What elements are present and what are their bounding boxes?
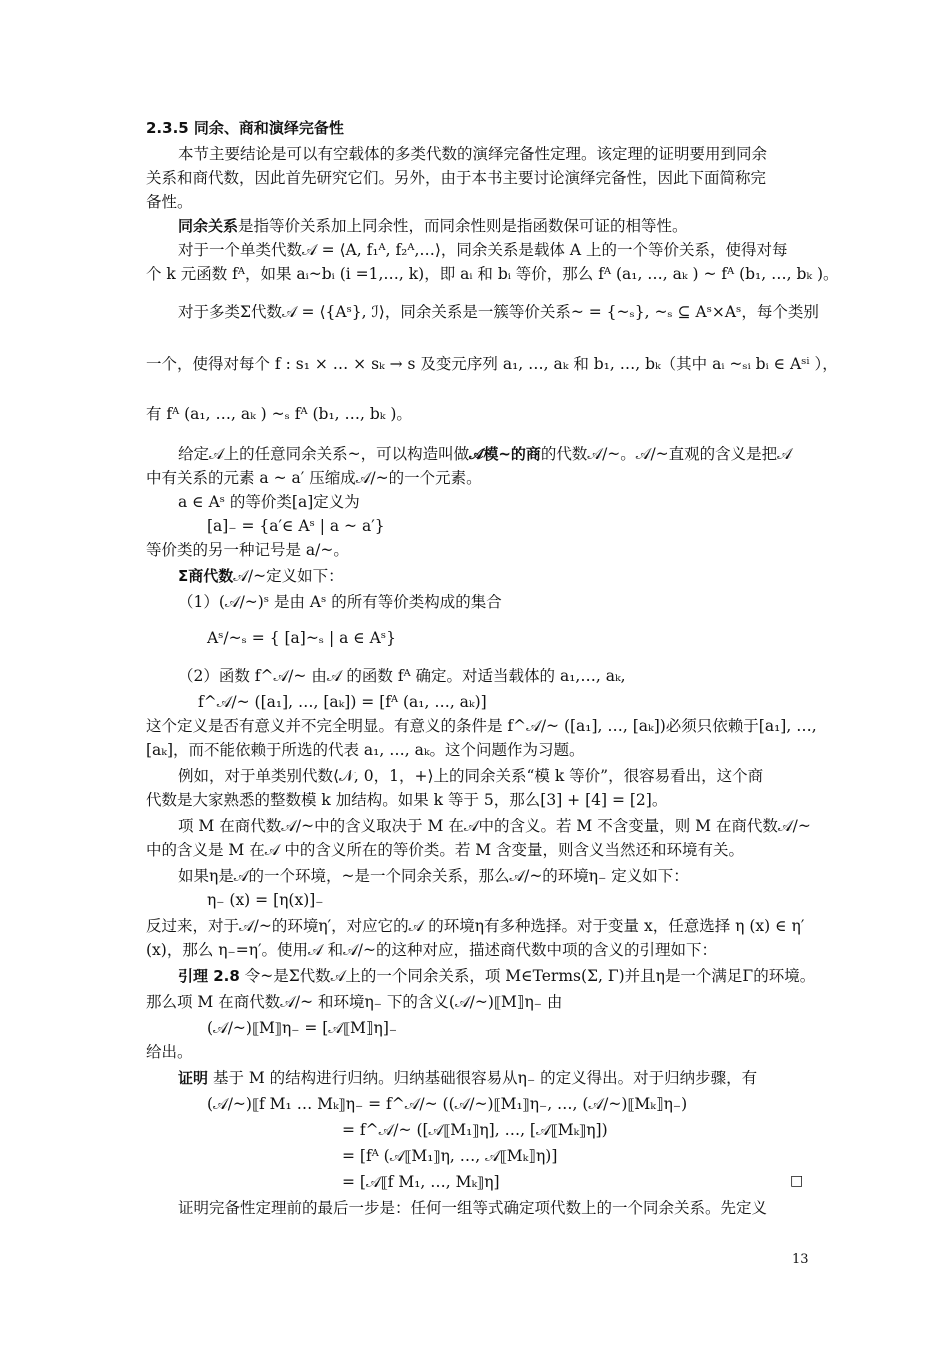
paragraph-line: 代数是大家熟悉的整数模 k 加结构。如果 k 等于 5，那么[3] + [4] = [2]。 — [146, 791, 668, 809]
paragraph-line: 关系和商代数，因此首先研究它们。另外，由于本书主要讨论演绎完备性，因此下面简称完 — [146, 169, 767, 187]
paragraph-line: 有 fᴬ (a₁, …, aₖ ) ~ₛ fᴬ (b₁, …, bₖ )。 — [146, 405, 412, 423]
paragraph-line: Σ商代数𝒜/~定义如下： — [178, 567, 344, 585]
paragraph-line: 同余关系是指等价关系加上同余性，而同余性则是指函数保可证的相等性。 — [178, 217, 688, 235]
term-label: 同余关系 — [178, 217, 239, 235]
formula-line: η₋ (x) = [η(x)]₋ — [207, 891, 324, 909]
paragraph-line: (x)，那么 η₋=η′。使用𝒜 和𝒜/~的这种对应，描述商代数中项的含义的引理如下： — [146, 941, 717, 959]
paragraph-line: 例如，对于单类别代数⟨𝒩, 0，1，+⟩上的同余关系“模 k 等价”，很容易看出，这个商 — [178, 767, 764, 785]
paragraph-line: [aₖ]，而不能依赖于所选的代表 a₁, …, aₖ。这个问题作为习题。 — [146, 741, 585, 759]
section-title: 2.3.5 同余、商和演绎完备性 — [146, 119, 344, 137]
formula-line: Aˢ/~ₛ = { [a]~ₛ | a ∈ Aˢ} — [207, 629, 396, 647]
paragraph-line: 给定𝒜上的任意同余关系~，可以构造叫做𝒜模~的商的代数𝒜/~。𝒜/~直观的含义是把𝒜 — [178, 445, 792, 463]
formula-line: = [𝒜⟦f M₁, …, Mₖ⟧η] — [342, 1173, 500, 1191]
formula-line: (𝒜/~)⟦f M₁ … Mₖ⟧η₋ = f^𝒜/~ ((𝒜/~)⟦M₁⟧η₋, …, (𝒜/~)⟦Mₖ⟧η₋) — [207, 1095, 688, 1113]
paragraph-line: a ∈ Aˢ 的等价类[a]定义为 — [178, 493, 360, 511]
paragraph-line: 个 k 元函数 fᴬ，如果 aᵢ~bᵢ (i =1,…, k)，即 aᵢ 和 bᵢ 等价，那么 fᴬ (a₁, …, aₖ ) ~ fᴬ (b₁, …, bₖ )。 — [146, 265, 839, 283]
paragraph-line: 本节主要结论是可以有空载体的多类代数的演绎完备性定理。该定理的证明要用到同余 — [178, 145, 768, 163]
paragraph-line: 那么项 M 在商代数𝒜/~ 和环境η₋ 下的含义(𝒜/~)⟦M⟧η₋ 由 — [146, 993, 563, 1011]
formula-line: [a]₋ = {a′∈ Aˢ | a ~ a′} — [207, 517, 385, 535]
formula-line: (𝒜/~)⟦M⟧η₋ = [𝒜⟦M⟧η]₋ — [207, 1019, 398, 1037]
paragraph-line: 给出。 — [146, 1043, 193, 1061]
paragraph-line: 证明完备性定理前的最后一步是：任何一组等式确定项代数上的一个同余关系。先定义 — [178, 1199, 768, 1217]
paragraph-line: 对于一个单类代数𝒜 = ⟨A, f₁ᴬ, f₂ᴬ,…⟩，同余关系是载体 A 上的一个等价关系，使得对每 — [178, 241, 788, 259]
term-label: 𝒜模~的商 — [469, 445, 541, 463]
list-item: （1）(𝒜/~)ˢ 是由 Aˢ 的所有等价类构成的集合 — [178, 593, 502, 611]
paragraph-line: 备性。 — [146, 193, 193, 211]
paragraph-line: 等价类的另一种记号是 a/~。 — [146, 541, 349, 559]
term-label: Σ商代数 — [178, 567, 234, 585]
paragraph-line: 中有关系的元素 a ~ a′ 压缩成𝒜/~的一个元素。 — [146, 469, 482, 487]
formula-line: f^𝒜/~ ([a₁], …, [aₖ]) = [fᴬ (a₁, …, aₖ)] — [198, 693, 487, 711]
paragraph-line: 项 M 在商代数𝒜/~中的含义取决于 M 在𝒜中的含义。若 M 不含变量，则 M 在商代数𝒜/~ — [178, 817, 811, 835]
paragraph-line: 反过来，对于𝒜/~的环境η′，对应它的𝒜 的环境η有多种选择。对于变量 x，任意选择 η (x) ∈ η′ — [146, 917, 805, 935]
paragraph-line: 一个，使得对每个 f : s₁ × … × sₖ → s 及变元序列 a₁, …, aₖ 和 b₁, …, bₖ（其中 aᵢ ~ₛᵢ bᵢ ∈ Aˢⁱ ）， — [146, 355, 838, 373]
qed-symbol: □ — [790, 1173, 804, 1189]
paragraph-line: 这个定义是否有意义并不完全明显。有意义的条件是 f^𝒜/~ ([a₁], …, [aₖ])必须只依赖于[a₁], …, — [146, 717, 817, 735]
paragraph-line: 对于多类Σ代数𝒜 = ⟨{Aˢ}, ℐ⟩，同余关系是一簇等价关系~ = {~ₛ}, ~ₛ ⊆ Aˢ×Aˢ，每个类别 — [178, 303, 819, 321]
proof-label: 证明 — [178, 1069, 209, 1087]
paragraph-line: 如果η是𝒜的一个环境，~是一个同余关系，那么𝒜/~的环境η₋ 定义如下： — [178, 867, 689, 885]
proof-line: 证明 基于 M 的结构进行归纳。归纳基础很容易从η₋ 的定义得出。对于归纳步骤，有 — [178, 1069, 758, 1087]
list-item: （2）函数 f^𝒜/~ 由𝒜 的函数 fᴬ 确定。对适当载体的 a₁,…, aₖ, — [178, 667, 626, 685]
lemma-label: 引理 2.8 — [178, 967, 240, 985]
formula-line: = f^𝒜/~ ([𝒜⟦M₁⟧η], …, [𝒜⟦Mₖ⟧η]) — [342, 1121, 608, 1139]
lemma-line: 引理 2.8 令~是Σ代数𝒜上的一个同余关系，项 M∈Terms(Σ, Γ)并且η是一个满足Γ的环境。 — [178, 967, 816, 985]
page-number: 13 — [792, 1252, 809, 1267]
paragraph-line: 中的含义是 M 在𝒜 中的含义所在的等价类。若 M 含变量，则含义当然还和环境有关。 — [146, 841, 745, 859]
formula-line: = [fᴬ (𝒜⟦M₁⟧η, …, 𝒜⟦Mₖ⟧η)] — [342, 1147, 558, 1165]
